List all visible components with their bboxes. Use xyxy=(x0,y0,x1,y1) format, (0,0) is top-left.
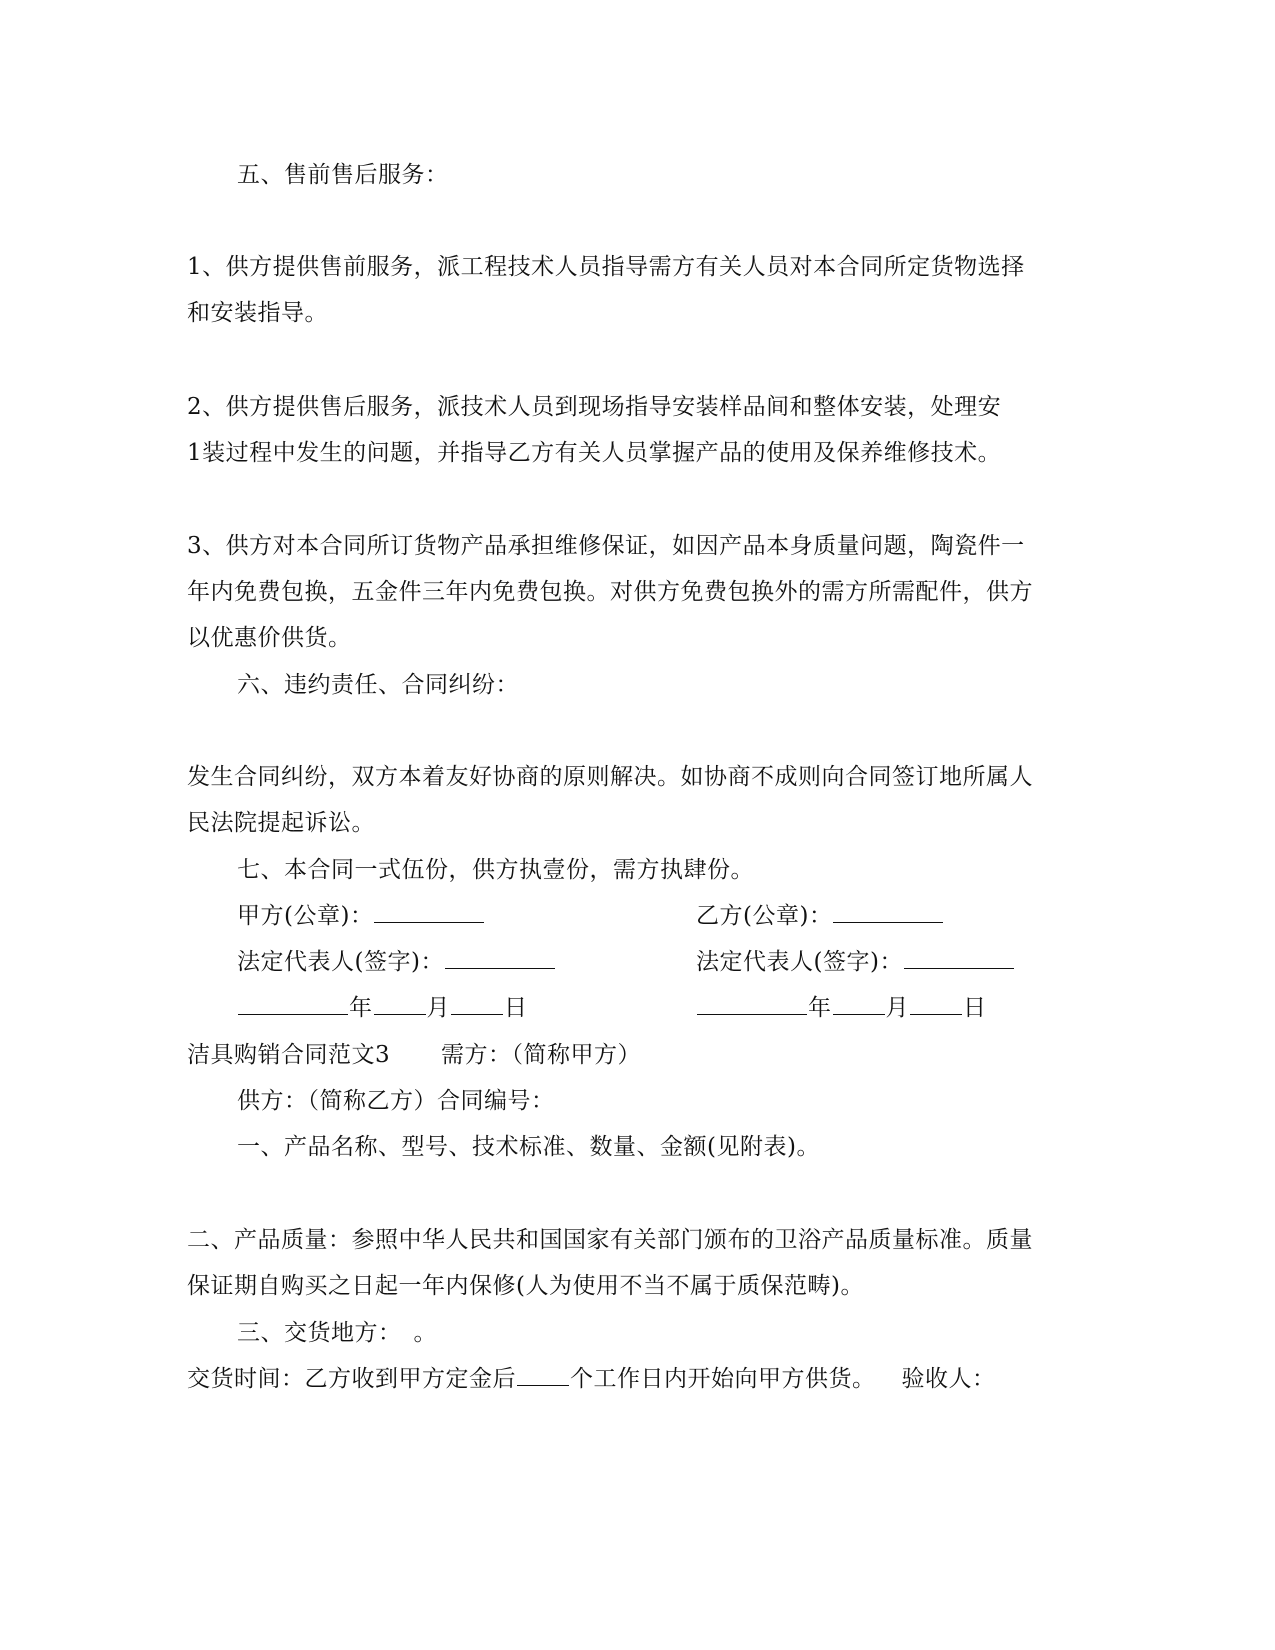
contract3-supplier-line: 供方：（简称乙方）合同编号： xyxy=(237,1088,555,1114)
party-a-month-blank xyxy=(374,1012,426,1015)
party-b-seal-blank xyxy=(833,920,943,923)
section6-line1: 发生合同纠纷，双方本着友好协商的原则解决。如协商不成则向合同签订地所属人 xyxy=(187,764,1033,790)
party-a-month-label: 月 xyxy=(426,995,450,1021)
party-b-day-blank xyxy=(910,1012,962,1015)
party-a-year-label: 年 xyxy=(349,995,373,1021)
section5-item2-line1: 2、供方提供售后服务，派技术人员到现场指导安装样品间和整体安装，处理安 xyxy=(187,394,1002,420)
party-b-seal-label: 乙方(公章)： xyxy=(696,903,833,929)
party-a-day-label: 日 xyxy=(504,995,528,1021)
party-a-rep-label: 法定代表人(签字)： xyxy=(237,949,444,975)
delivery-days-blank xyxy=(517,1383,569,1386)
party-b-date-line xyxy=(696,993,987,1023)
party-b-month-label: 月 xyxy=(885,995,909,1021)
party-a-day-blank xyxy=(451,1012,503,1015)
party-b-rep-blank xyxy=(904,966,1014,969)
section6-heading: 六、违约责任、合同纠纷： xyxy=(237,672,519,698)
delivery-suffix: 个工作日内开始向甲方供货。 xyxy=(570,1366,876,1392)
contract3-delivery-line xyxy=(187,1364,996,1394)
contract3-clause3: 三、交货地方： 。 xyxy=(237,1320,437,1346)
party-b-year-label: 年 xyxy=(808,995,832,1021)
section5-item3-line3: 以优惠价供货。 xyxy=(187,625,352,651)
section5-item1-line2: 和安装指导。 xyxy=(187,300,328,326)
party-a-year-blank xyxy=(238,1012,348,1015)
section5-item2-line2: 1装过程中发生的问题，并指导乙方有关人员掌握产品的使用及保养维修技术。 xyxy=(187,440,1002,466)
party-b-rep-label: 法定代表人(签字)： xyxy=(696,949,903,975)
party-a-rep-blank xyxy=(445,966,555,969)
party-b-seal-line xyxy=(696,901,944,931)
contract3-clause2-line1: 二、产品质量：参照中华人民共和国国家有关部门颁布的卫浴产品质量标准。质量 xyxy=(187,1227,1033,1253)
section7-text: 七、本合同一式伍份，供方执壹份，需方执肆份。 xyxy=(237,857,754,883)
party-a-rep-line xyxy=(237,947,556,977)
contract3-title: 洁具购销合同范文3 xyxy=(187,1042,391,1068)
party-a-seal-blank xyxy=(374,920,484,923)
section6-line2: 民法院提起诉讼。 xyxy=(187,810,375,836)
section5-item3-line1: 3、供方对本合同所订货物产品承担维修保证，如因产品本身质量问题，陶瓷件一 xyxy=(187,533,1025,559)
section5-item3-line2: 年内免费包换，五金件三年内免费包换。对供方免费包换外的需方所需配件，供方 xyxy=(187,579,1033,605)
party-a-seal-label: 甲方(公章)： xyxy=(237,903,374,929)
section5-heading: 五、售前售后服务： xyxy=(237,162,449,188)
party-a-seal-line xyxy=(237,901,485,931)
party-a-date-line xyxy=(237,993,528,1023)
contract3-clause1: 一、产品名称、型号、技术标准、数量、金额(见附表)。 xyxy=(237,1134,820,1160)
delivery-inspector-label: 验收人： xyxy=(901,1366,996,1392)
contract3-clause2-line2: 保证期自购买之日起一年内保修(人为使用不当不属于质保范畴)。 xyxy=(187,1273,864,1299)
section5-item1-line1: 1、供方提供售前服务，派工程技术人员指导需方有关人员对本合同所定货物选择 xyxy=(187,254,1025,280)
party-b-month-blank xyxy=(833,1012,885,1015)
party-b-rep-line xyxy=(696,947,1015,977)
party-b-year-blank xyxy=(697,1012,807,1015)
party-b-day-label: 日 xyxy=(963,995,987,1021)
delivery-prefix: 交货时间：乙方收到甲方定金后 xyxy=(187,1366,516,1392)
contract3-buyer: 需方：（简称甲方） xyxy=(441,1042,641,1068)
